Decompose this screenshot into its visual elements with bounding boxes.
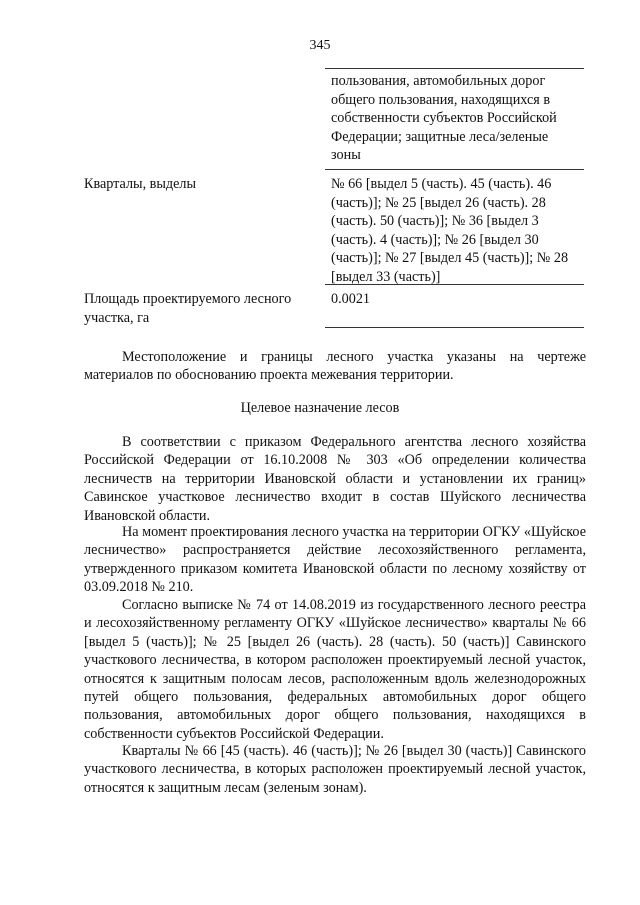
section-heading: Целевое назначение лесов <box>240 400 400 416</box>
body-paragraph: На момент проектирования лесного участка на территории ОГКУ «Шуйское лесничество» распространяется действие лесохозяйственного регламента, утвержденного приказом комитета Ивановской области по лесному хозяйству от 03.09.2018 № 210. <box>84 524 586 596</box>
location-paragraph: Местоположение и границы лесного участка указаны на чертеже материалов по обоснованию проекта межевания территории. <box>84 349 586 384</box>
body-paragraph: Согласно выписке № 74 от 14.08.2019 из государственного лесного реестра и лесохозяйственному регламенту ОГКУ «Шуйское лесничество» кварталы № 66 [выдел 5 (часть)]; № 25 [выдел 26 (часть). 28 (часть). 50 (часть)] Савинского участкового лесничества, в котором расположен проектируемый лесной участок, относятся к защитным полосам лесов, расположенным вдоль железнодорожных путей общего пользования, федеральных автомобильных дорог общего пользования, автомобильных дорог общего пользования, находящихся в собственности субъектов Российской Федерации. <box>84 597 586 742</box>
table-row-divider <box>325 169 584 170</box>
table-row2-label: Кварталы, выделы <box>84 176 197 192</box>
table-row3-label: Площадь проектируемого лесного участка, га <box>84 291 292 326</box>
table-row3-value: 0.0021 <box>331 291 371 307</box>
body-paragraph: Кварталы № 66 [45 (часть). 46 (часть)]; № 26 [выдел 30 (часть)] Савинского участкового лесничества, в которых расположен проектируемый лесной участок, относятся к защитным лесам (зеленым зонам). <box>84 743 586 796</box>
body-paragraph: В соответствии с приказом Федерального агентства лесного хозяйства Российской Федерации от 16.10.2008 № 303 «Об определении количества лесничеств на территории Ивановской области и установлении их границ» Савинское участковое лесничество входит в состав Шуйского лесничества Ивановской области. <box>84 434 586 524</box>
table-bottom-border <box>325 327 584 328</box>
table-row-divider <box>325 284 584 285</box>
table-row1-value: пользования, автомобильных дорог общего пользования, находящихся в собственности субъектов Российской Федерации; защитные леса/зеленые зоны <box>331 73 557 163</box>
table-top-border <box>325 68 584 69</box>
table-row2-value: № 66 [выдел 5 (часть). 45 (часть). 46 (часть)]; № 25 [выдел 26 (часть). 28 (часть). 50 (часть)]; № 36 [выдел 3 (часть). 4 (часть)]; № 26 [выдел 30 (часть)]; № 27 [выдел 45 (часть)]; № 28 [выдел 33 (часть)] <box>331 176 569 285</box>
page-number: 345 <box>309 38 331 53</box>
